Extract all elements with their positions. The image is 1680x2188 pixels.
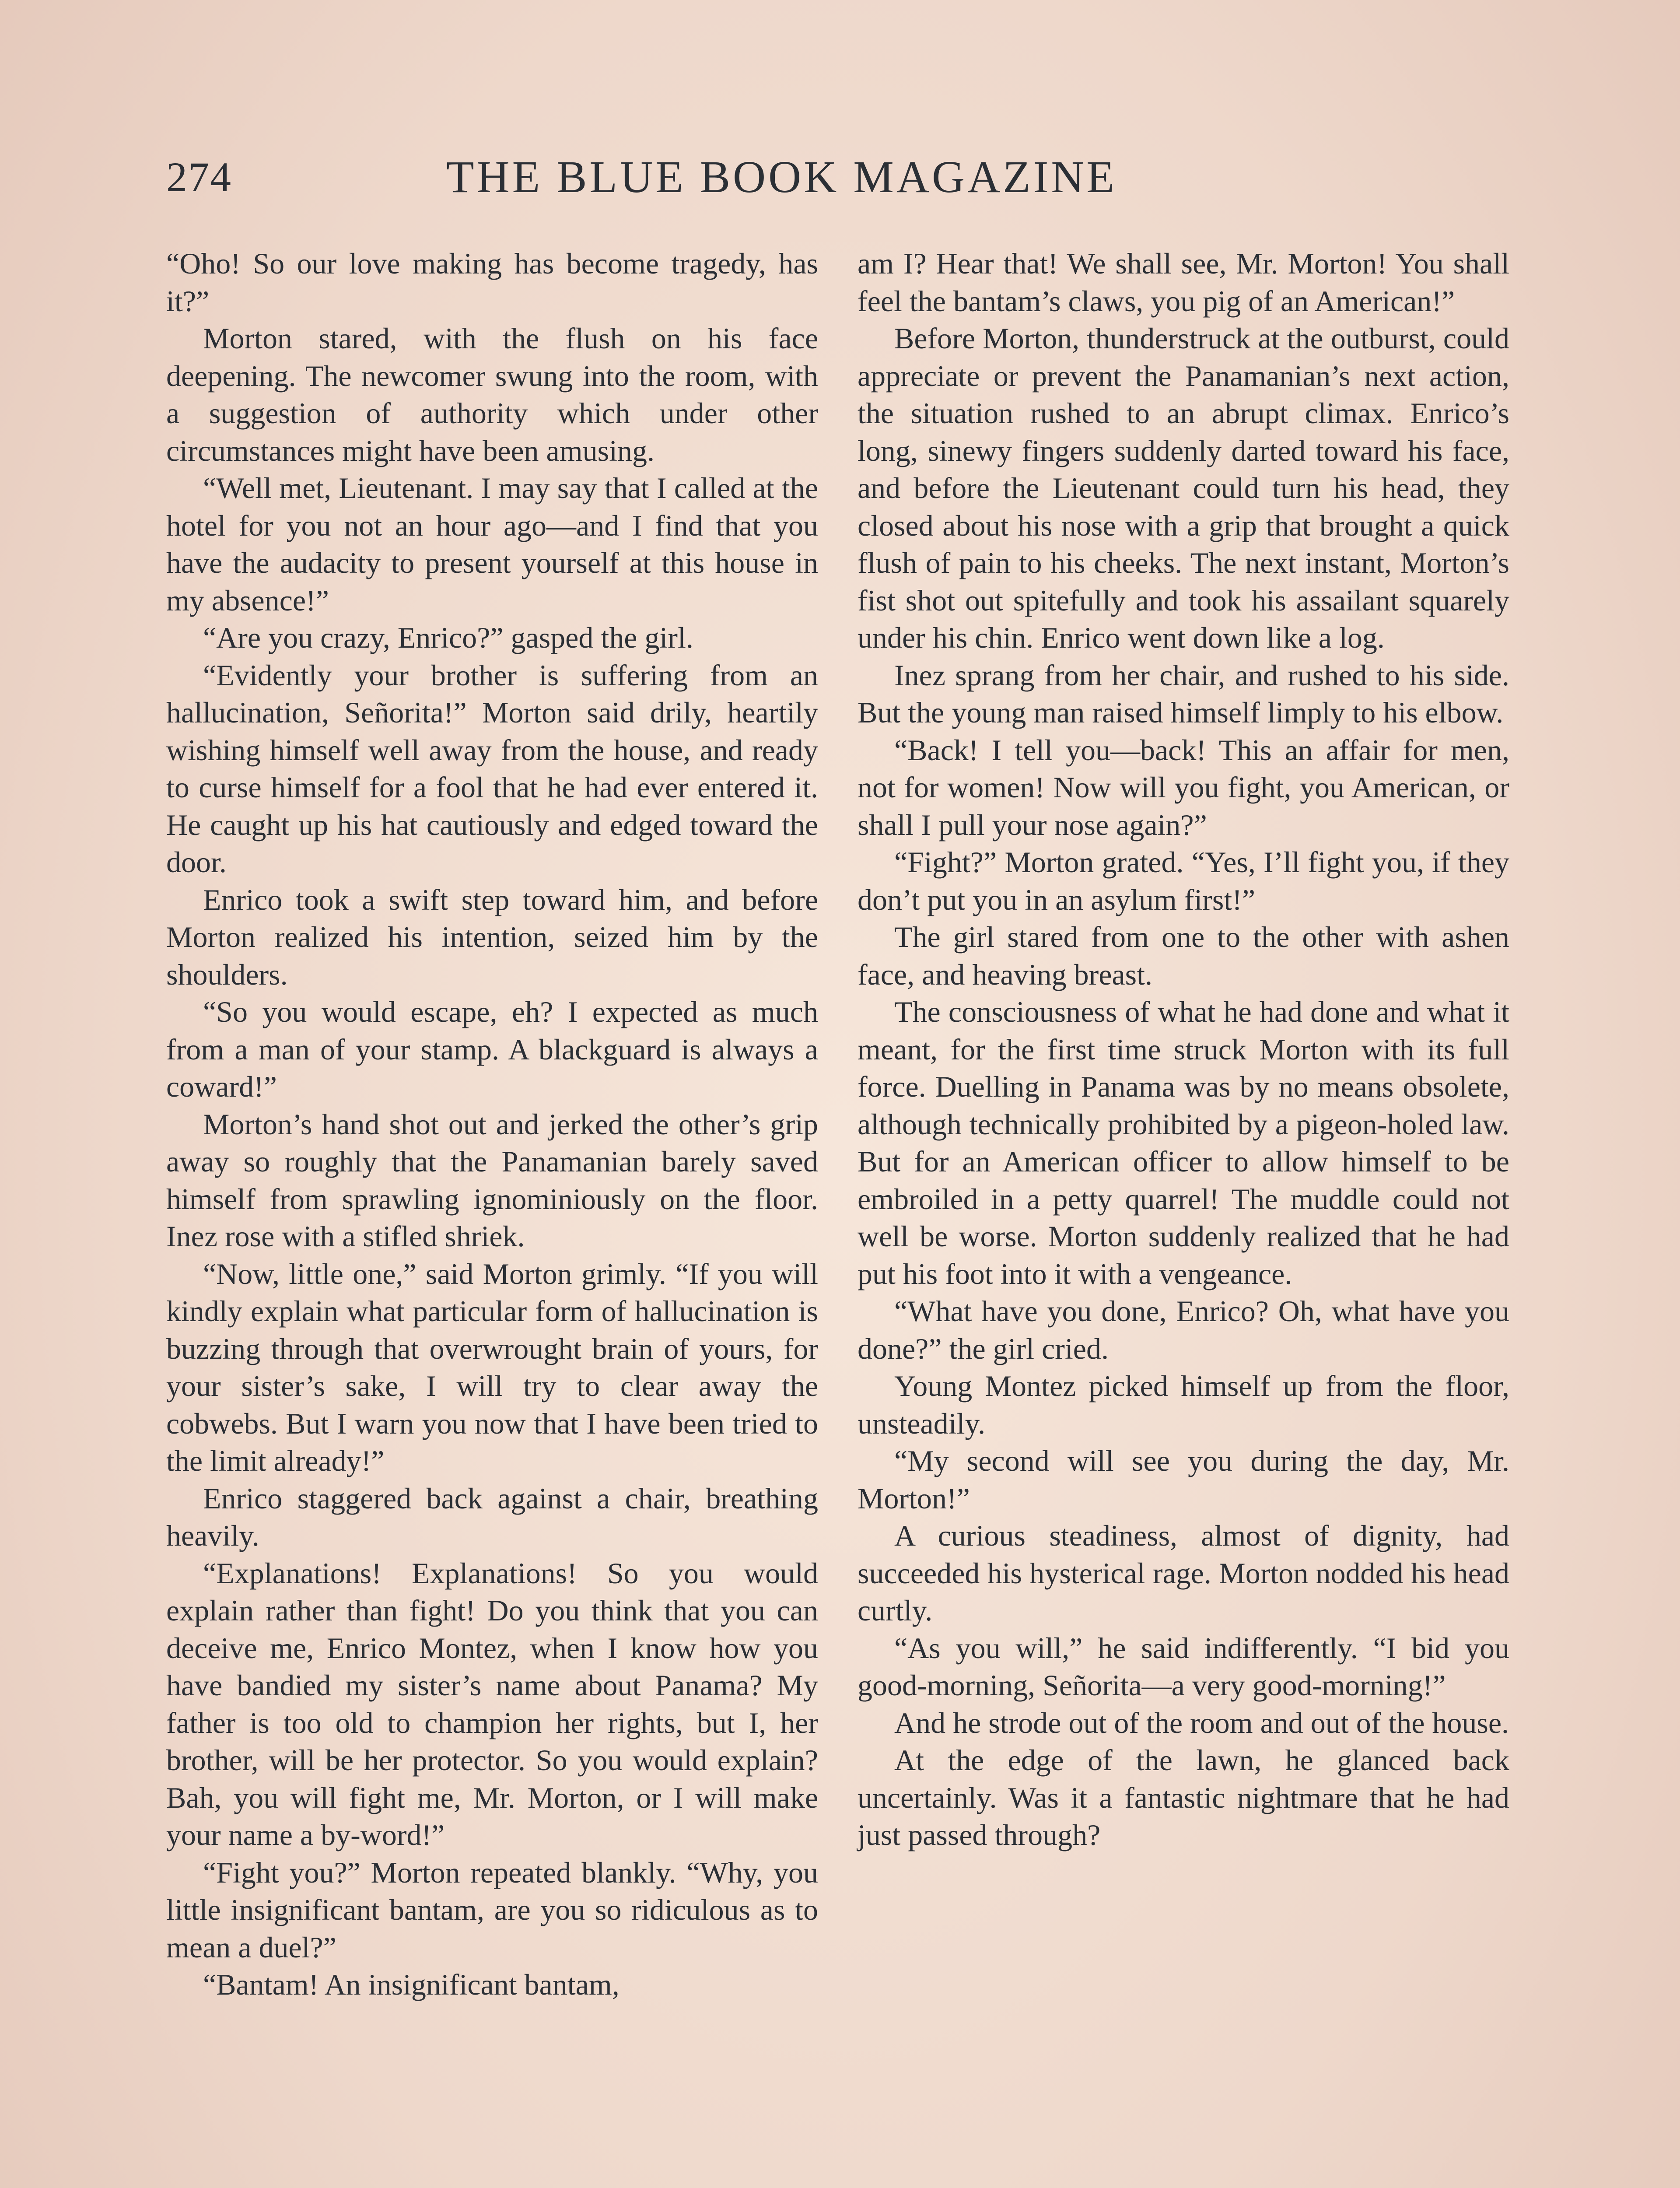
paragraph: “So you would escape, eh? I expected as much from a man of your stamp. A blackguard is always a coward!” (166, 995, 818, 1103)
left-column (166, 245, 818, 2004)
paragraph: Young Montez picked himself up from the floor, unsteadily. (858, 1369, 1509, 1440)
paragraph: “Explanations! Explanations! So you would explain rather than fight! Do you think that you can deceive me, Enrico Montez, when I know how you have bandied my sister’s name about Panama? My father is too old to champion her rights, but I, her brother, will be her protector. So you would explain? Bah, you will fight me, Mr. Morton, or I will make your name a by-word!” (166, 1556, 818, 1851)
paragraph: The consciousness of what he had done and what it meant, for the first time struck Morton with its full force. Duelling in Panama was by no means obsolete, although technically prohibited by a pigeon-holed law. But for an American officer to allow himself to be embroiled in a petty quarrel! The muddle could not well be worse. Morton suddenly realized that he had put his foot into it with a vengeance. (858, 995, 1509, 1290)
paragraph: “Back! I tell you—back! This an affair for men, not for women! Now will you fight, you American, or shall I pull your nose again?” (858, 733, 1509, 842)
paragraph: Enrico took a swift step toward him, and before Morton realized his intention, seized him by the shoulders. (166, 883, 818, 991)
paragraph: am I? Hear that! We shall see, Mr. Morton! You shall feel the bantam’s claws, you pig of an American!” (858, 247, 1509, 318)
paragraph: “Fight you?” Morton repeated blankly. “Why, you little insignificant bantam, are you so ridiculous as to mean a duel?” (166, 1855, 818, 1964)
paragraph: Before Morton, thunderstruck at the outburst, could appreciate or prevent the Panamanian’s next action, the situation rushed to an abrupt climax. Enrico’s long, sinewy fingers suddenly darted toward his face, and before the Lieutenant could turn his head, they closed about his nose with a grip that brought a quick flush of pain to his cheeks. The next instant, Morton’s fist shot out spitefully and took his assailant squarely under his chin. Enrico went down like a log. (858, 322, 1509, 654)
page-header (166, 144, 1229, 210)
paragraph: “Bantam! An insignificant bantam, (203, 1968, 620, 2001)
paragraph: “My second will see you during the day, Mr. Morton!” (858, 1444, 1509, 1515)
page-number: 274 (166, 154, 232, 200)
paragraph: Enrico staggered back against a chair, breathing heavily. (166, 1481, 818, 1552)
paragraph: “Fight?” Morton grated. “Yes, I’ll fight you, if they don’t put you in an asylum first!” (858, 845, 1509, 916)
paragraph: The girl stared from one to the other with ashen face, and heaving breast. (858, 920, 1509, 991)
paragraph: A curious steadiness, almost of dignity, had succeeded his hysterical rage. Morton nodded his head curtly. (858, 1519, 1509, 1627)
paragraph: “As you will,” he said indifferently. “I bid you good-morning, Señorita—a very good-morning!” (858, 1631, 1509, 1702)
paragraph: “Oho! So our love making has become tragedy, has it?” (166, 247, 818, 318)
paragraph: “Now, little one,” said Morton grimly. “If you will kindly explain what particular form of hallucination is buzzing through that overwrought brain of yours, for your sister’s sake, I will try to clear away the cobwebs. But I warn you now that I have been tried to the limit already!” (166, 1257, 818, 1477)
magazine-title: THE BLUE BOOK MAGAZINE (446, 152, 1117, 202)
paragraph: At the edge of the lawn, he glanced back uncertainly. Was it a fantastic nightmare that he had just passed through? (858, 1743, 1509, 1851)
paragraph: “Evidently your brother is suffering from an hallucination, Señorita!” Morton said drily, heartily wishing himself well away from the house, and ready to curse himself for a fool that he had ever entered it. He caught up his hat cautiously and edged toward the door. (166, 658, 818, 879)
paragraph: “Well met, Lieutenant. I may say that I called at the hotel for you not an hour ago—and I find that you have the audacity to present yourself at this house in my absence!” (166, 471, 818, 617)
paragraph: Inez sprang from her chair, and rushed to his side. But the young man raised himself limply to his elbow. (858, 658, 1509, 729)
right-column (858, 245, 1509, 1854)
paragraph: “Are you crazy, Enrico?” gasped the girl. (203, 621, 693, 654)
paragraph: “What have you done, Enrico? Oh, what have you done?” the girl cried. (858, 1294, 1509, 1365)
paragraph: And he strode out of the room and out of the house. (894, 1706, 1509, 1739)
paragraph: Morton stared, with the flush on his face deepening. The newcomer swung into the room, with a suggestion of authority which under other circumstances might have been amusing. (166, 322, 818, 467)
paragraph: Morton’s hand shot out and jerked the other’s grip away so roughly that the Panamanian barely saved himself from sprawling ignominiously on the floor. Inez rose with a stifled shriek. (166, 1107, 818, 1253)
